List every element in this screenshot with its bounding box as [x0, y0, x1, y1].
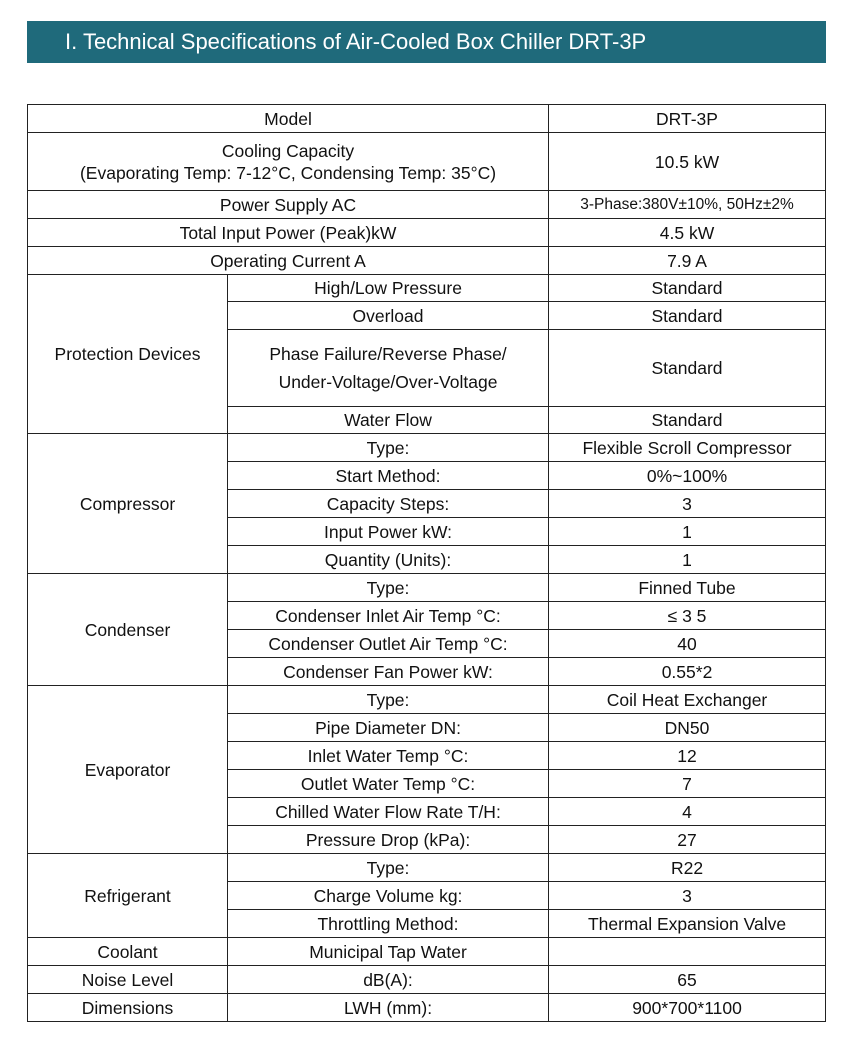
- row-value: 0.55*2: [549, 658, 826, 686]
- coolant-group: Coolant: [28, 938, 228, 966]
- row-value: 65: [549, 966, 826, 994]
- cooling-capacity-label: [28, 133, 549, 191]
- row-label: Type:: [228, 574, 549, 602]
- row-label-line: Under-Voltage/Over-Voltage: [278, 372, 498, 392]
- row-label: Condenser Inlet Air Temp °C:: [228, 602, 549, 630]
- row-label: Pipe Diameter DN:: [228, 714, 549, 742]
- total-input-power-value: 4.5 kW: [549, 219, 826, 247]
- row-label: [228, 330, 549, 407]
- row-label: Quantity (Units):: [228, 546, 549, 574]
- row-label: Water Flow: [228, 407, 549, 434]
- row-value: 27: [549, 826, 826, 854]
- row-label: Type:: [228, 434, 549, 462]
- total-input-power-label: Total Input Power (Peak)kW: [28, 219, 549, 247]
- row-value: R22: [549, 854, 826, 882]
- row-label: Input Power kW:: [228, 518, 549, 546]
- row-value: 4: [549, 798, 826, 826]
- row-label: Condenser Outlet Air Temp °C:: [228, 630, 549, 658]
- table-row: [28, 275, 826, 302]
- compressor-group: Compressor: [28, 434, 228, 574]
- row-label: Chilled Water Flow Rate T/H:: [228, 798, 549, 826]
- row-value: Standard: [549, 330, 826, 407]
- table-row: [28, 966, 826, 994]
- row-value: Finned Tube: [549, 574, 826, 602]
- row-label: Condenser Fan Power kW:: [228, 658, 549, 686]
- page-title: I. Technical Specifications of Air-Cooled Box Chiller DRT-3P: [65, 29, 647, 54]
- title-banner: [27, 21, 826, 63]
- row-label: Type:: [228, 686, 549, 714]
- table-row: [28, 938, 826, 966]
- row-label: dB(A):: [228, 966, 549, 994]
- row-value: ≤ 3 5: [549, 602, 826, 630]
- row-value: 0%~100%: [549, 462, 826, 490]
- cooling-capacity-value: 10.5 kW: [549, 133, 826, 191]
- row-label: High/Low Pressure: [228, 275, 549, 302]
- row-value: 900*700*1100: [549, 994, 826, 1022]
- table-row: [28, 105, 826, 133]
- operating-current-label: Operating Current A: [28, 247, 549, 275]
- table-row: [28, 854, 826, 882]
- power-supply-value: 3-Phase:380V±10%, 50Hz±2%: [549, 191, 826, 219]
- row-label-line: Phase Failure/Reverse Phase/: [269, 344, 507, 364]
- power-supply-label: Power Supply AC: [28, 191, 549, 219]
- row-value: Standard: [549, 275, 826, 302]
- table-row: [28, 247, 826, 275]
- row-label: LWH (mm):: [228, 994, 549, 1022]
- row-value: Standard: [549, 302, 826, 330]
- spec-table: [27, 104, 826, 1022]
- table-row: [28, 994, 826, 1022]
- model-label: Model: [28, 105, 549, 133]
- table-row: [28, 686, 826, 714]
- row-label: Overload: [228, 302, 549, 330]
- row-label: Municipal Tap Water: [228, 938, 549, 966]
- row-value: 1: [549, 518, 826, 546]
- table-row: [28, 219, 826, 247]
- cooling-capacity-title: Cooling Capacity: [221, 140, 355, 161]
- row-value: 3: [549, 882, 826, 910]
- protection-devices-group: Protection Devices: [28, 275, 228, 434]
- condenser-group: Condenser: [28, 574, 228, 686]
- noise-level-group: Noise Level: [28, 966, 228, 994]
- row-value: 12: [549, 742, 826, 770]
- row-label: Inlet Water Temp °C:: [228, 742, 549, 770]
- row-value: 40: [549, 630, 826, 658]
- row-value: 3: [549, 490, 826, 518]
- row-label: Outlet Water Temp °C:: [228, 770, 549, 798]
- refrigerant-group: Refrigerant: [28, 854, 228, 938]
- table-row: [28, 574, 826, 602]
- cooling-capacity-conditions: (Evaporating Temp: 7-12°C, Condensing Temp: 35°C): [79, 162, 497, 183]
- row-label: Type:: [228, 854, 549, 882]
- table-row: [28, 191, 826, 219]
- row-value: Standard: [549, 407, 826, 434]
- row-value: Flexible Scroll Compressor: [549, 434, 826, 462]
- table-row: [28, 133, 826, 191]
- model-value: DRT-3P: [549, 105, 826, 133]
- row-value: Thermal Expansion Valve: [549, 910, 826, 938]
- operating-current-value: 7.9 A: [549, 247, 826, 275]
- row-value: 7: [549, 770, 826, 798]
- dimensions-group: Dimensions: [28, 994, 228, 1022]
- row-value: 1: [549, 546, 826, 574]
- row-label: Start Method:: [228, 462, 549, 490]
- row-label: Throttling Method:: [228, 910, 549, 938]
- row-label: Capacity Steps:: [228, 490, 549, 518]
- row-value: [549, 938, 826, 966]
- evaporator-group: Evaporator: [28, 686, 228, 854]
- table-row: [28, 434, 826, 462]
- row-value: Coil Heat Exchanger: [549, 686, 826, 714]
- row-label: Charge Volume kg:: [228, 882, 549, 910]
- row-value: DN50: [549, 714, 826, 742]
- row-label: Pressure Drop (kPa):: [228, 826, 549, 854]
